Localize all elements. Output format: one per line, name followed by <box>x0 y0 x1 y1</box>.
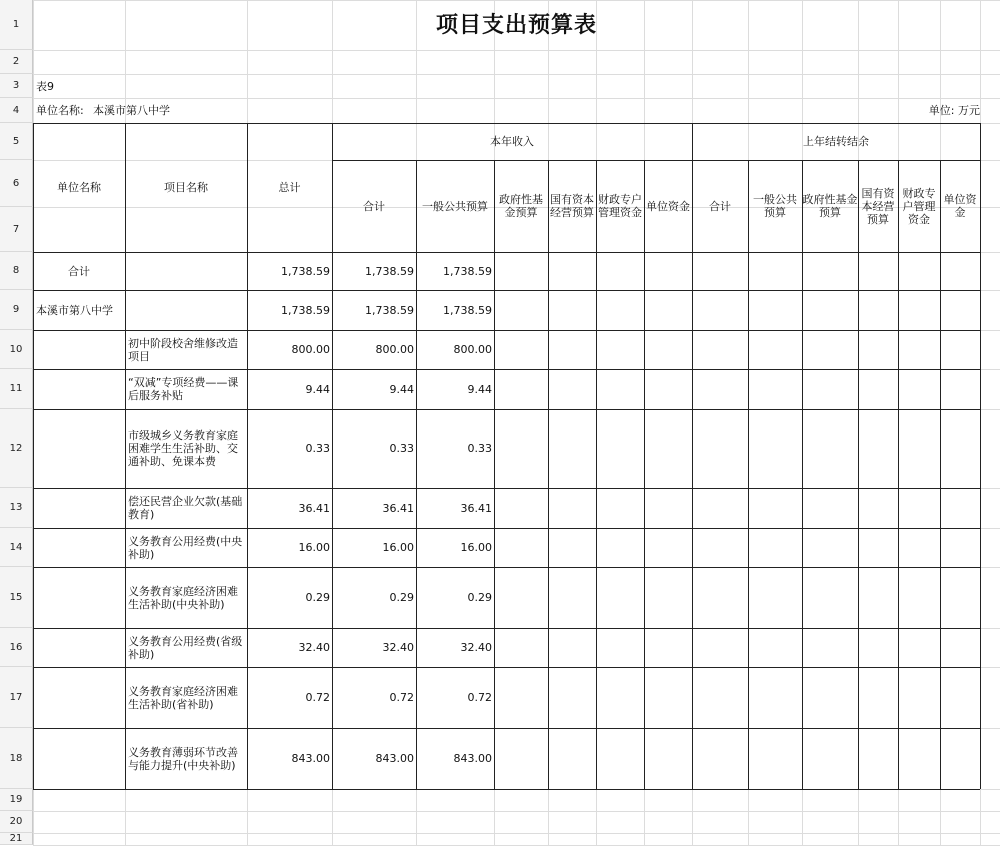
row-unit-name[interactable] <box>33 409 125 488</box>
row-total[interactable]: 1,738.59 <box>281 303 330 317</box>
row-total[interactable]: 0.72 <box>305 691 330 704</box>
row-unit-name[interactable] <box>33 369 125 409</box>
table-border-bottom <box>33 789 980 790</box>
header-current-col: 政府性基金预算 <box>499 193 543 219</box>
unit-name-value: 本溪市第八中学 <box>93 104 170 117</box>
col-border <box>416 160 417 789</box>
header-carryover-col: 财政专户管理资金 <box>902 186 936 226</box>
header-current-col: 国有资本经营预算 <box>550 193 594 219</box>
row-project-name[interactable]: 初中阶段校舍维修改造项目 <box>128 336 238 363</box>
row-current-sum[interactable]: 9.44 <box>389 382 414 396</box>
row-header[interactable]: 15 <box>0 567 33 628</box>
row-border <box>33 330 980 331</box>
table-border-top <box>33 123 980 124</box>
row-total[interactable]: 843.00 <box>291 752 330 765</box>
row-current-sum[interactable]: 0.72 <box>389 691 414 704</box>
gridline-h <box>33 74 1000 75</box>
row-total[interactable]: 9.44 <box>305 382 330 396</box>
header-current-col: 财政专户管理资金 <box>598 193 642 219</box>
row-header[interactable]: 14 <box>0 528 33 567</box>
header-unit-name: 单位名称 <box>57 181 101 194</box>
row-unit-name[interactable] <box>33 728 125 789</box>
row-unit-name[interactable] <box>33 567 125 628</box>
col-border <box>940 160 941 789</box>
row-header[interactable]: 4 <box>0 98 33 123</box>
row-header[interactable]: 10 <box>0 330 33 369</box>
row-project-name[interactable]: 义务教育薄弱环节改善与能力提升(中央补助) <box>128 745 238 772</box>
row-header[interactable]: 9 <box>0 290 33 330</box>
row-border <box>33 528 980 529</box>
row-header[interactable]: 17 <box>0 667 33 728</box>
header-carryover-col: 单位资金 <box>943 193 977 219</box>
row-border <box>33 667 980 668</box>
row-unit-name[interactable] <box>33 667 125 728</box>
col-border <box>494 160 495 789</box>
row-header[interactable]: 16 <box>0 628 33 667</box>
row-general-budget[interactable]: 9.44 <box>467 382 492 396</box>
unit-name-label: 单位名称: <box>36 104 84 117</box>
col-border <box>898 160 899 789</box>
table-border-right <box>980 123 981 789</box>
header-carryover-col: 一般公共预算 <box>753 193 797 219</box>
row-header[interactable]: 21 <box>0 833 33 845</box>
row-border <box>33 409 980 410</box>
row-current-sum[interactable]: 32.40 <box>382 641 414 654</box>
row-unit-name[interactable] <box>33 528 125 567</box>
row-header[interactable]: 13 <box>0 488 33 528</box>
row-header[interactable]: 3 <box>0 74 33 98</box>
row-current-sum[interactable]: 843.00 <box>375 752 414 765</box>
header-bottom-line <box>33 252 980 253</box>
row-project-name[interactable]: 义务教育公用经费(中央补助) <box>128 534 243 561</box>
row-header[interactable]: 5 <box>0 123 33 160</box>
row-unit-name[interactable] <box>33 628 125 667</box>
row-current-sum[interactable]: 0.29 <box>389 591 414 604</box>
row-header[interactable]: 8 <box>0 252 33 290</box>
header-total: 总计 <box>278 181 301 194</box>
row-border <box>33 628 980 629</box>
row-total[interactable]: 36.41 <box>298 501 330 515</box>
row-unit-name[interactable]: 本溪市第八中学 <box>36 303 113 317</box>
page-title: 项目支出预算表 <box>435 12 597 38</box>
row-total[interactable]: 0.33 <box>305 442 330 455</box>
col-border <box>332 123 333 789</box>
row-project-name[interactable]: 义务教育家庭经济困难生活补助(中央补助) <box>128 584 238 611</box>
row-project-name[interactable]: 市级城乡义务教育家庭困难学生生活补助、交通补助、免课本费 <box>128 429 238 468</box>
header-carryover-col: 政府性基金预算 <box>802 193 858 219</box>
row-border <box>33 369 980 370</box>
col-border <box>596 160 597 789</box>
table-number: 表9 <box>36 79 54 93</box>
unit-label: 单位: 万元 <box>928 104 980 117</box>
row-unit-name[interactable] <box>33 330 125 369</box>
row-general-budget[interactable]: 843.00 <box>453 752 492 765</box>
header-project-name: 项目名称 <box>164 181 208 194</box>
row-header[interactable]: 12 <box>0 409 33 488</box>
col-border <box>644 160 645 789</box>
row-unit-name[interactable] <box>33 488 125 528</box>
row-header[interactable]: 18 <box>0 728 33 789</box>
row-border <box>33 567 980 568</box>
row-project-name[interactable]: “双减”专项经费——课后服务补贴 <box>128 376 239 402</box>
row-general-budget[interactable]: 32.40 <box>460 641 492 654</box>
row-project-name[interactable] <box>125 290 247 330</box>
row-general-budget[interactable]: 0.72 <box>467 691 492 704</box>
row-general-budget[interactable]: 800.00 <box>453 343 492 356</box>
header-current-income: 本年收入 <box>490 135 534 148</box>
header-carryover-col: 国有资本经营预算 <box>861 186 895 226</box>
row-current-sum[interactable]: 0.33 <box>389 442 414 455</box>
col-border <box>802 160 803 789</box>
col-border <box>858 160 859 789</box>
gridline-h <box>33 811 1000 812</box>
row-total[interactable]: 16.00 <box>298 541 330 554</box>
row-general-budget[interactable]: 1,738.59 <box>443 303 492 317</box>
row-header[interactable]: 20 <box>0 811 33 833</box>
row-general-budget[interactable]: 1,738.59 <box>443 264 492 278</box>
row-header[interactable]: 7 <box>0 207 33 252</box>
row-border <box>33 488 980 489</box>
row-current-sum[interactable]: 800.00 <box>375 343 414 356</box>
col-border <box>125 123 126 789</box>
header-current-col: 一般公共预算 <box>422 199 488 213</box>
row-header[interactable]: 2 <box>0 50 33 74</box>
row-general-budget[interactable]: 16.00 <box>460 541 492 554</box>
row-general-budget[interactable]: 0.33 <box>467 442 492 455</box>
row-current-sum[interactable]: 16.00 <box>382 541 414 554</box>
row-project-name[interactable]: 义务教育家庭经济困难生活补助(省补助) <box>128 684 238 711</box>
row-border <box>33 290 980 291</box>
row-unit-name[interactable]: 合计 <box>68 264 90 278</box>
row-general-budget[interactable]: 0.29 <box>467 591 492 604</box>
header-split-line <box>332 160 980 161</box>
row-header[interactable]: 11 <box>0 369 33 409</box>
col-border <box>548 160 549 789</box>
row-current-sum[interactable]: 1,738.59 <box>365 303 414 317</box>
gridline-h <box>33 833 1000 834</box>
header-current-col: 合计 <box>363 199 385 213</box>
table-border-left <box>33 123 34 789</box>
row-header[interactable]: 19 <box>0 789 33 811</box>
row-general-budget[interactable]: 36.41 <box>460 501 492 515</box>
gridline-h <box>33 50 1000 51</box>
row-total[interactable]: 800.00 <box>291 343 330 356</box>
header-carryover-col: 合计 <box>709 199 731 213</box>
header-carryover: 上年结转结余 <box>803 135 869 148</box>
row-border <box>33 728 980 729</box>
row-project-name[interactable]: 义务教育公用经费(省级补助) <box>128 634 243 661</box>
row-current-sum[interactable]: 36.41 <box>382 501 414 515</box>
row-total[interactable]: 32.40 <box>298 641 330 654</box>
header-current-col: 单位资金 <box>646 199 690 213</box>
col-border <box>692 123 693 789</box>
row-current-sum[interactable]: 1,738.59 <box>365 264 414 278</box>
col-border <box>247 123 248 789</box>
row-header[interactable]: 1 <box>0 0 33 50</box>
col-border <box>748 160 749 789</box>
row-project-name[interactable] <box>125 252 247 290</box>
row-total[interactable]: 1,738.59 <box>281 264 330 278</box>
row-total[interactable]: 0.29 <box>305 591 330 604</box>
row-header[interactable]: 6 <box>0 160 33 207</box>
row-project-name[interactable]: 偿还民营企业欠款(基础教育) <box>128 495 243 521</box>
